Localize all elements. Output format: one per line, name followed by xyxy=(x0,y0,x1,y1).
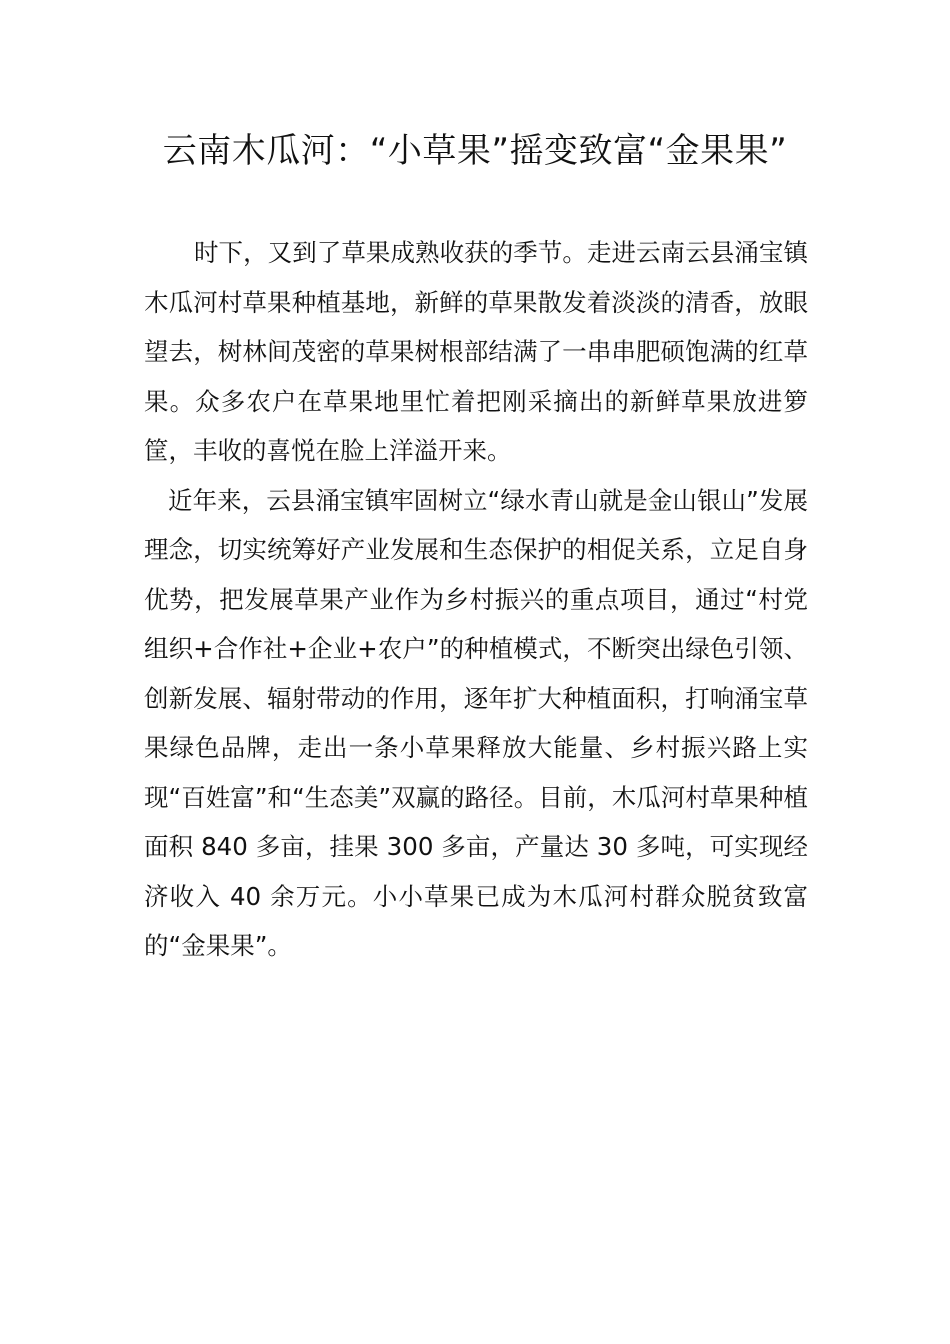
paragraph-industry-development: 近年来，云县涌宝镇牢固树立“绿水青山就是金山银山”发展理念，切实统筹好产业发展和生态保护的相促关系，立足自身优势，把发展草果产业作为乡村振兴的重点项目，通过“村党组织+合作社+企业+农户”的种植模式，不断突出绿色引领、创新发展、辐射带动的作用，逐年扩大种植面积，打响涌宝草果绿色品牌，走出一条小草果释放大能量、乡村振兴路上实现“百姓富”和“生态美”双赢的路径。目前，木瓜河村草果种植面积 840 多亩，挂果 300 多亩，产量达 30 多吨，可实现经济收入 40 余万元。小小草果已成为木瓜河村群众脱贫致富的“金果果”。 xyxy=(144,485,808,960)
article-body xyxy=(144,228,808,971)
article-title: 云南木瓜河：“小草果”摇变致富“金果果” xyxy=(162,131,788,171)
paragraph-harvest-season: 时下，又到了草果成熟收获的季节。走进云南云县涌宝镇木瓜河村草果种植基地，新鲜的草果散发着淡淡的清香，放眼望去，树林间茂密的草果树根部结满了一串串肥硕饱满的红草果。众多农户在草果地里忙着把刚采摘出的新鲜草果放进箩筐，丰收的喜悦在脸上洋溢开来。 xyxy=(144,238,808,465)
